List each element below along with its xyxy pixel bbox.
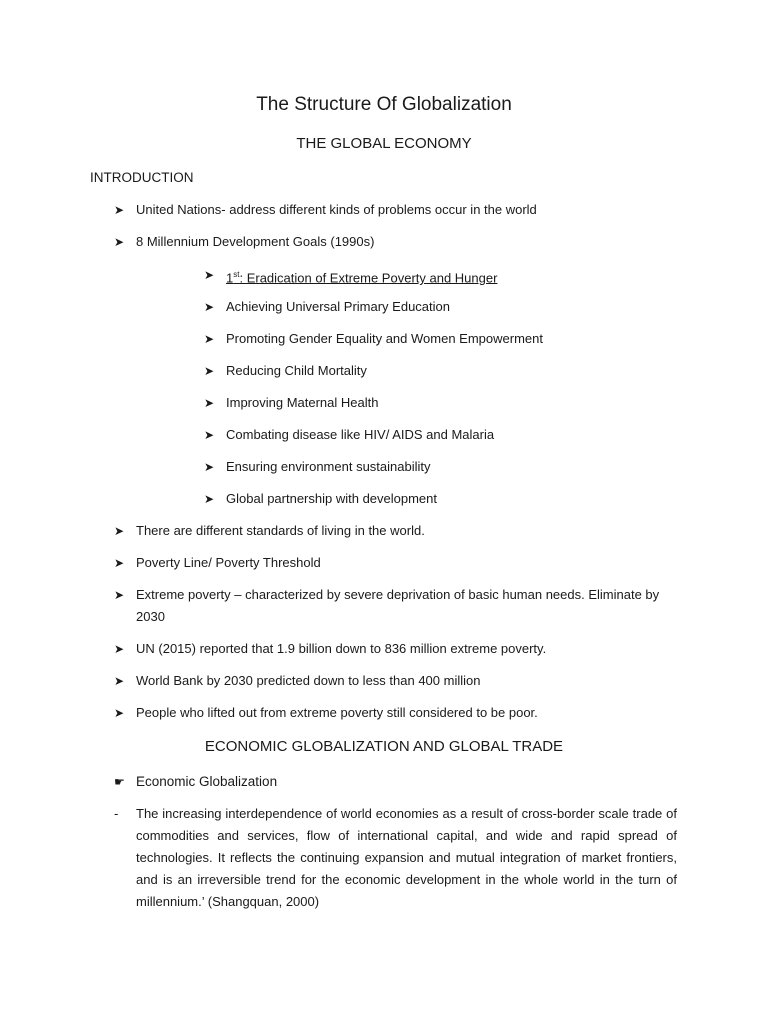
- document-subtitle: THE GLOBAL ECONOMY: [296, 135, 472, 152]
- arrowhead-bullet-icon: ➤: [204, 492, 215, 506]
- arrowhead-bullet-icon: ➤: [204, 428, 215, 442]
- arrowhead-bullet-icon: ➤: [204, 268, 215, 282]
- document-title: The Structure Of Globalization: [256, 94, 512, 115]
- introduction-label: INTRODUCTION: [90, 170, 194, 185]
- arrowhead-bullet-icon: ➤: [114, 203, 125, 217]
- dash-marker: -: [114, 806, 119, 821]
- arrowhead-bullet-icon: ➤: [114, 642, 125, 656]
- paragraph-text: The increasing interdependence of world economies as a result of cross-border scale trade of commodities and services, flow of international capital, and wide and rapid spread of technologies. It reflects the continuing expansion and mutual integration of market frontiers, and is an irreversible trend for the economic development in the whole world in the turn of millennium.’ (Shangquan, 2000): [136, 806, 677, 909]
- arrowhead-bullet-icon: ➤: [114, 524, 125, 538]
- arrowhead-bullet-icon: ➤: [114, 674, 125, 688]
- arrowhead-bullet-icon: ➤: [204, 396, 215, 410]
- arrowhead-bullet-icon: ➤: [114, 235, 125, 249]
- arrowhead-bullet-icon: ➤: [204, 300, 215, 314]
- arrowhead-bullet-icon: ➤: [114, 706, 125, 720]
- section-heading: ECONOMIC GLOBALIZATION AND GLOBAL TRADE: [204, 738, 564, 755]
- arrowhead-bullet-icon: ➤: [114, 556, 125, 570]
- pointing-hand-bullet-icon: ☛: [114, 775, 125, 789]
- document-page: The Structure Of Globalization THE GLOBAL ECONOMY INTRODUCTION ➤ United Nations- address different kinds of problems occur in the world ➤ 8 Millennium Development Goals (1990s) ➤ 1st: Eradication of Extreme Poverty and Hunger ➤ Achieving Universal Primary Education ➤ Promoting Gender Equality and Women Empowerment ➤ Reducing Child Mortality ➤ Improving Maternal Health ➤ Combating disease like HIV/ AIDS and Malaria ➤ Ensuring environment sustainability ➤ Global partnership with development ➤ There are different standards of living in the world. ➤ Poverty Line/ Poverty Threshold ➤ Extreme poverty – characterized by severe deprivation of basic human needs. Eliminate by 2030 ➤ UN (2015) reported that 1.9 billion down to 836 million extreme poverty. ➤ World Bank by 2030 predicted down to less than 400 million ➤ People who lifted out from extreme poverty still considered to be poor. ECONOMIC GLOBALIZATION AND GLOBAL TRADE ☛ Economic Globalization - The increasing interdependence of world economies as a result of cross-border scale trade of commodities and services, flow of international capital, and wide and rapid spread of technologies. It reflects the continuing expansion and mutual integration of market frontiers, and is an irreversible trend for the economic development in the whole world in the turn of millennium.’ (Shangquan, 2000): [0, 0, 768, 1024]
- arrowhead-bullet-icon: ➤: [114, 588, 125, 602]
- arrowhead-bullet-icon: ➤: [204, 460, 215, 474]
- arrowhead-bullet-icon: ➤: [204, 332, 215, 346]
- arrowhead-bullet-icon: ➤: [204, 364, 215, 378]
